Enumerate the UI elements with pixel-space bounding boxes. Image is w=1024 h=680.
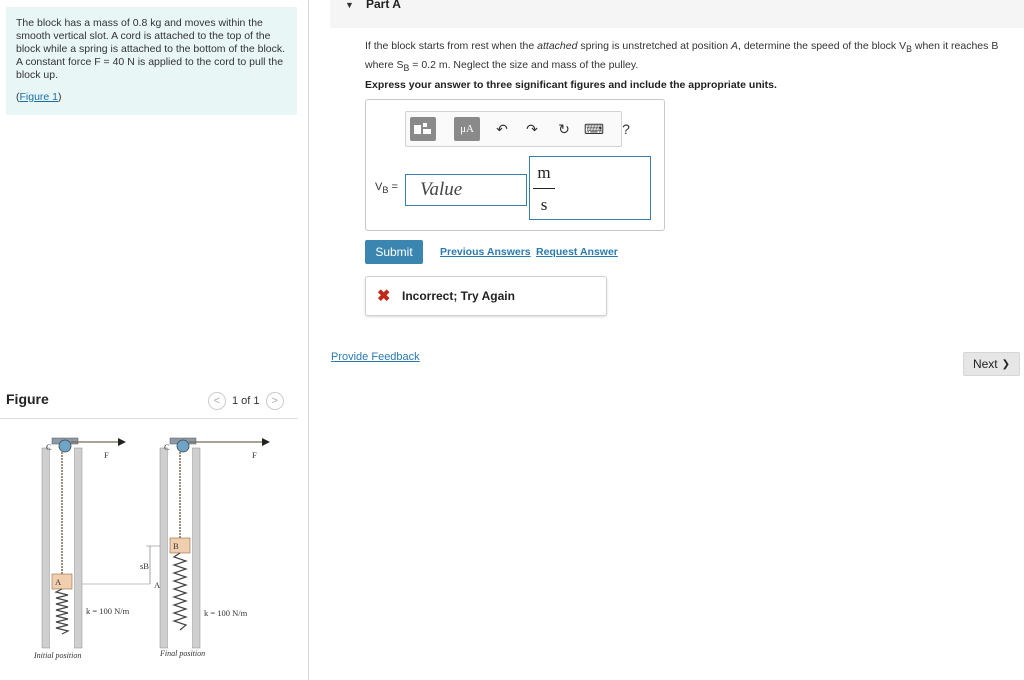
redo-icon: ↷: [526, 120, 538, 137]
units-button[interactable]: [454, 117, 480, 141]
feedback-text: Incorrect; Try Again: [402, 289, 515, 303]
variable-subscript: B: [382, 185, 389, 196]
keyboard-icon: ⌨: [583, 120, 605, 137]
keyboard-button[interactable]: [584, 117, 604, 141]
redo-button[interactable]: [522, 117, 542, 141]
label-f1: F: [104, 450, 109, 460]
question-emphasis: attached: [537, 40, 578, 52]
templates-button[interactable]: [410, 117, 436, 141]
figure-link-close-paren: ): [58, 91, 62, 103]
undo-icon: ↶: [496, 120, 508, 137]
submit-button[interactable]: Submit: [365, 240, 423, 264]
undo-button[interactable]: [492, 117, 512, 141]
help-icon: ?: [622, 121, 630, 137]
problem-statement-box: [6, 7, 297, 115]
label-sb: sB: [140, 561, 149, 571]
templates-icon: [413, 122, 433, 136]
figure-prev-button[interactable]: [208, 392, 226, 410]
left-column: [0, 0, 309, 680]
variable-equals: =: [388, 181, 398, 193]
unit-numerator: m: [537, 163, 551, 182]
label-k2: k = 100 N/m: [204, 608, 248, 618]
label-c2: C: [164, 442, 170, 452]
question-part: spring is unstretched at position: [577, 40, 731, 52]
label-c1: C: [46, 442, 52, 452]
part-header[interactable]: [330, 0, 1024, 28]
label-a1: A: [55, 577, 62, 587]
chevron-left-icon: <: [213, 395, 221, 407]
figure-pager: [208, 392, 284, 410]
question-part: when it reaches B where S: [365, 40, 999, 72]
units-input[interactable]: [529, 156, 651, 220]
question-part: = 0.2 m. Neglect the size and mass of the pulley.: [409, 59, 639, 72]
label-f2: F: [252, 450, 257, 460]
label-b: B: [173, 541, 179, 551]
part-title: Part A: [366, 0, 401, 11]
question-part: , determine the speed of the block V: [737, 40, 907, 52]
figure-link-open-paren: (: [16, 91, 20, 103]
next-button[interactable]: [963, 352, 1020, 376]
feedback-box: [365, 276, 607, 316]
question-position-a: A: [730, 40, 738, 52]
collapse-caret-icon[interactable]: ▼: [345, 0, 354, 10]
reset-icon: ↻: [558, 120, 570, 137]
figure-pager-text: 1 of 1: [232, 395, 260, 407]
label-initial: Initial position: [34, 651, 82, 660]
math-toolbar: [405, 111, 630, 147]
chevron-right-icon: ❯: [1001, 358, 1011, 370]
question-text: [365, 38, 1024, 76]
unit-denominator: s: [540, 195, 548, 214]
question-subscript: B: [403, 63, 410, 74]
label-k1: k = 100 N/m: [86, 606, 130, 616]
question-part: If the block starts from rest when the: [365, 40, 538, 52]
final-diagram: [159, 438, 270, 658]
answer-box: [365, 99, 665, 231]
figure-image: [0, 424, 298, 674]
chevron-right-icon: >: [271, 395, 278, 407]
figure-header: [0, 386, 298, 419]
figure-title: Figure: [6, 391, 49, 407]
variable-symbol: V: [375, 181, 383, 193]
label-final: Final position: [160, 649, 206, 658]
units-label: μA: [460, 123, 474, 135]
next-label: Next: [972, 357, 998, 371]
label-a2: A: [154, 580, 161, 590]
problem-text: The block has a mass of 0.8 kg and moves within the smooth vertical slot. A cord is attached to the top of the block while a spring is attached to the bottom of the block. A constant force F = 40 N is applied to the cord to pull the block up.: [16, 17, 286, 81]
value-input[interactable]: [405, 174, 527, 206]
question-subscript: B: [906, 44, 912, 55]
provide-feedback-link[interactable]: Provide Feedback: [331, 351, 420, 363]
help-button[interactable]: [619, 117, 633, 141]
previous-answers-link[interactable]: Previous Answers: [440, 246, 531, 258]
incorrect-icon: ✖: [377, 288, 391, 305]
request-answer-link[interactable]: Request Answer: [536, 246, 618, 258]
reset-button[interactable]: [554, 117, 574, 141]
figure-next-button[interactable]: [266, 392, 284, 410]
unit-fraction-bar: [533, 188, 555, 189]
initial-diagram: [33, 438, 130, 660]
figure-link[interactable]: Figure 1: [19, 91, 59, 103]
figure-link-wrapper: [16, 91, 62, 103]
instruction-text: Express your answer to three significant figures and include the appropriate units.: [365, 79, 777, 91]
variable-label: [375, 181, 398, 195]
